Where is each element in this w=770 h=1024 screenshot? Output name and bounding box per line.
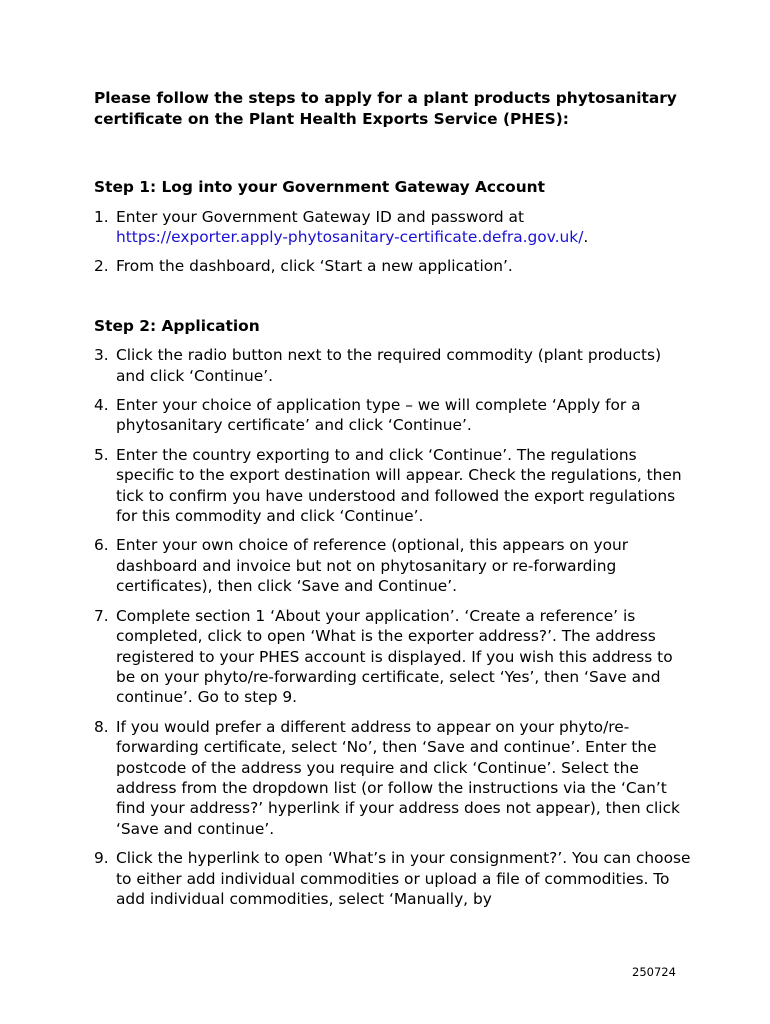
document-version-code: 250724	[632, 965, 676, 979]
list-item-text: Click the hyperlink to open ‘What’s in your consignment?’. You can choose to either add individual commodities or upload a file of commodities. To add individual commodities, select ‘Manually, by	[116, 849, 691, 908]
list-item	[94, 535, 694, 596]
list-item	[94, 606, 694, 708]
list-item-number: 8.	[94, 717, 109, 736]
list-item-text: From the dashboard, click ‘Start a new application’.	[116, 257, 513, 276]
list-item-text: Enter your Government Gateway ID and password at	[116, 207, 525, 226]
list-item	[94, 848, 694, 909]
list-item-text: Click the radio button next to the required commodity (plant products) and click ‘Continue’.	[116, 346, 662, 385]
step-2-heading: Step 2: Application	[94, 316, 260, 335]
list-item	[94, 395, 694, 436]
list-item-number: 5.	[94, 445, 109, 464]
list-item-text: Enter your own choice of reference (optional, this appears on your dashboard and invoice but not on phytosanitary or re-forwarding certificates), then click ‘Save and Continue’.	[116, 536, 629, 596]
list-item	[94, 717, 694, 839]
intro-heading: Please follow the steps to apply for a plant products phytosanitary certificate on the Plant Health Exports Service (PHES):	[94, 89, 677, 128]
list-item-number: 9.	[94, 849, 109, 868]
step-1-heading: Step 1: Log into your Government Gateway Account	[94, 178, 545, 196]
list-item-text: If you would prefer a different address to appear on your phyto/re-forwarding certificate, select ‘No’, then ‘Save and continue’. Enter the postcode of the address you require and click ‘Continue’. Select the address from the dropdown list (or follow the instructions via the ‘Can’t find your address?’ hyperlink if your address does not appear), then click ‘Save and continue’.	[116, 717, 680, 838]
step-2-list	[94, 345, 694, 909]
list-item	[94, 207, 694, 248]
list-item-number: 6.	[94, 536, 109, 555]
list-item-number: 4.	[94, 396, 109, 415]
list-item	[94, 256, 694, 276]
document-page	[94, 88, 694, 909]
list-item-number: 1.	[94, 207, 109, 226]
list-item-number: 7.	[94, 606, 109, 625]
list-item-text: Complete section 1 ‘About your application’. ‘Create a reference’ is completed, click to open ‘What is the exporter address?’. The address registered to your PHES account is displayed. If you wish this address to be on your phyto/re-forwarding certificate, select ‘Yes’, then ‘Save and continue’. Go to step 9.	[116, 606, 673, 707]
list-item-text-end: .	[583, 227, 589, 246]
list-item-text: Enter your choice of application type – we will complete ‘Apply for a phytosanitary certificate’ and click ‘Continue’.	[116, 396, 641, 435]
phes-portal-link[interactable]: https://exporter.apply-phytosanitary-certificate.defra.gov.uk/	[116, 227, 584, 246]
list-item	[94, 445, 694, 527]
list-item-number: 3.	[94, 346, 109, 365]
step-1-list	[94, 207, 694, 277]
list-item-text: Enter the country exporting to and click ‘Continue’. The regulations specific to the export destination will appear. Check the regulations, then tick to confirm you have understood and followed the export regulations for this commodity and click ‘Continue’.	[116, 445, 682, 526]
list-item-number: 2.	[94, 257, 109, 276]
list-item	[94, 345, 694, 386]
